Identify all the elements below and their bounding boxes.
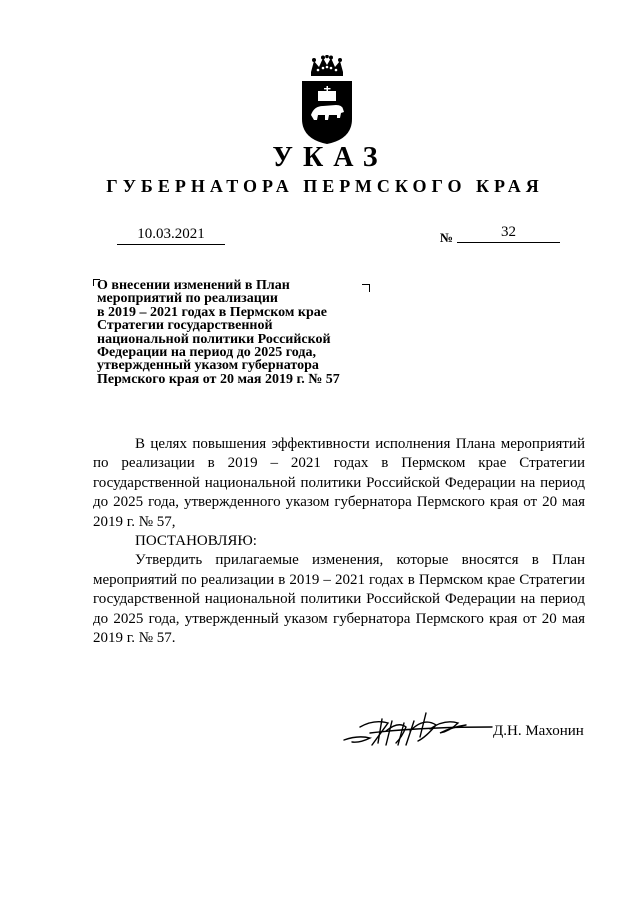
perm-krai-coat-of-arms-icon bbox=[298, 55, 356, 145]
subject-line: мероприятий по реализации bbox=[97, 291, 278, 307]
subject-line: национальной политики Российской bbox=[97, 331, 331, 347]
document-number: 32 bbox=[457, 223, 560, 243]
subject-line: Федерации на период до 2025 года, bbox=[97, 345, 316, 361]
subject-line: Пермского края от 20 мая 2019 г. № 57 bbox=[97, 371, 340, 387]
document-body bbox=[93, 435, 585, 648]
subject-line: в 2019 – 2021 годах в Пермском крае bbox=[97, 304, 327, 320]
handwritten-signature-icon bbox=[340, 707, 500, 751]
document-subject bbox=[97, 279, 367, 386]
subject-line: Стратегии государственной bbox=[97, 318, 273, 334]
document-subtitle: ГУБЕРНАТОРА ПЕРМСКОГО КРАЯ bbox=[106, 176, 544, 196]
document-title: УКАЗ bbox=[272, 142, 388, 173]
subject-line: О внесении изменений в План bbox=[97, 278, 290, 293]
subject-line: утвержденный указом губернатора bbox=[97, 358, 319, 374]
document-date: 10.03.2021 bbox=[117, 225, 225, 245]
signer-name: Д.Н. Махонин bbox=[493, 723, 584, 739]
resolution-paragraph: Утвердить прилагаемые изменения, которые вносятся в План мероприятий по реализации в 2019 – 2021 годах в Пермском крае Стратегии государственной национальной политики Российской Федерации на период до 2025 года, утвержденный указом губернатора Пермского края от 20 мая 2019 г. № 57. bbox=[93, 552, 585, 647]
preamble-paragraph: В целях повышения эффективности исполнения Плана мероприятий по реализации в 2019 – 2021 годах в Пермском крае Стратегии государственной национальной политики Российской Федерации на период до 2025 года, утвержденного указом губернатора Пермского края от 20 мая 2019 г. № 57, bbox=[93, 436, 585, 530]
number-sign: № bbox=[440, 230, 454, 245]
decree-word: ПОСТАНОВЛЯЮ: bbox=[135, 533, 257, 550]
